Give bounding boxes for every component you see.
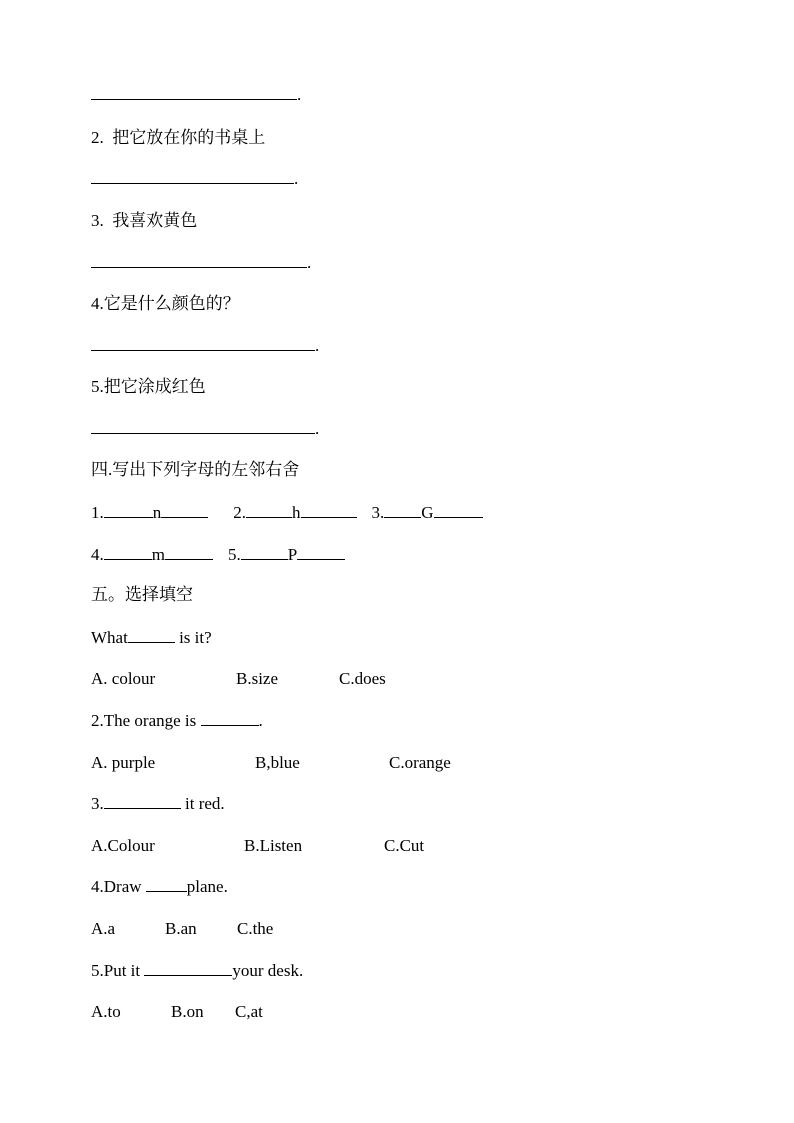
- answer-line-1: .: [91, 84, 301, 106]
- option-a[interactable]: A. purple: [91, 753, 156, 772]
- answer-blank[interactable]: [91, 84, 297, 100]
- option-a[interactable]: A.to: [91, 1002, 121, 1021]
- option-c[interactable]: C.Cut: [384, 836, 425, 855]
- letter-blank[interactable]: [297, 544, 345, 560]
- section-heading-5: 五。选择填空: [91, 585, 193, 604]
- option-b[interactable]: B.on: [171, 1002, 204, 1021]
- mc-options-5: [91, 1001, 263, 1023]
- question-item-4: 4.它是什么颜色的？: [91, 294, 240, 313]
- question-item-3: 3. 我喜欢黄色: [91, 211, 198, 230]
- option-c[interactable]: C.does: [339, 669, 386, 688]
- fill-blank[interactable]: [128, 627, 175, 643]
- answer-line-5: .: [91, 418, 319, 440]
- option-a[interactable]: A.a: [91, 919, 116, 938]
- option-c[interactable]: C.the: [237, 919, 274, 938]
- mc-question-1: What is it?: [91, 628, 212, 647]
- option-c[interactable]: C,at: [235, 1002, 263, 1021]
- section-heading-4: 四.写出下列字母的左邻右舍: [91, 460, 300, 479]
- option-b[interactable]: B.an: [165, 919, 197, 938]
- fill-blank[interactable]: [144, 960, 232, 976]
- option-a[interactable]: A.Colour: [91, 836, 155, 855]
- option-b[interactable]: B,blue: [255, 753, 300, 772]
- letter-blank[interactable]: [301, 502, 357, 518]
- answer-line-4: .: [91, 335, 319, 357]
- option-b[interactable]: B.Listen: [244, 836, 303, 855]
- mc-options-2: [91, 752, 451, 774]
- mc-options-1: [91, 668, 386, 690]
- letter-row-2: 4. m 5. P: [91, 544, 345, 566]
- letter-blank[interactable]: [165, 544, 213, 560]
- letter-blank[interactable]: [241, 544, 288, 560]
- letter-blank[interactable]: [384, 502, 421, 518]
- letter-blank[interactable]: [104, 544, 152, 560]
- answer-blank[interactable]: [91, 252, 307, 268]
- option-c[interactable]: C.orange: [389, 753, 451, 772]
- letter-blank[interactable]: [161, 502, 208, 518]
- mc-options-4: [91, 918, 273, 940]
- mc-question-5: 5.Put it your desk.: [91, 961, 304, 980]
- mc-question-3: 3. it red.: [91, 794, 225, 813]
- question-item-2: 2. 把它放在你的书桌上: [91, 128, 266, 147]
- mc-options-3: [91, 835, 424, 857]
- option-b[interactable]: B.size: [236, 669, 279, 688]
- letter-blank[interactable]: [104, 502, 153, 518]
- question-item-5: 5.把它涂成红色: [91, 377, 206, 396]
- fill-blank[interactable]: [146, 876, 187, 892]
- letter-blank[interactable]: [246, 502, 292, 518]
- fill-blank[interactable]: [201, 710, 259, 726]
- letter-blank[interactable]: [434, 502, 483, 518]
- answer-blank[interactable]: [91, 335, 315, 351]
- answer-blank[interactable]: [91, 168, 294, 184]
- mc-question-2: 2.The orange is .: [91, 711, 263, 730]
- answer-line-2: .: [91, 168, 298, 190]
- answer-blank[interactable]: [91, 418, 315, 434]
- letter-row-1: 1. n 2. h 3. G: [91, 502, 483, 524]
- fill-blank[interactable]: [104, 793, 181, 809]
- answer-line-3: .: [91, 252, 311, 274]
- mc-question-4: 4.Draw plane.: [91, 877, 228, 896]
- option-a[interactable]: A. colour: [91, 669, 156, 688]
